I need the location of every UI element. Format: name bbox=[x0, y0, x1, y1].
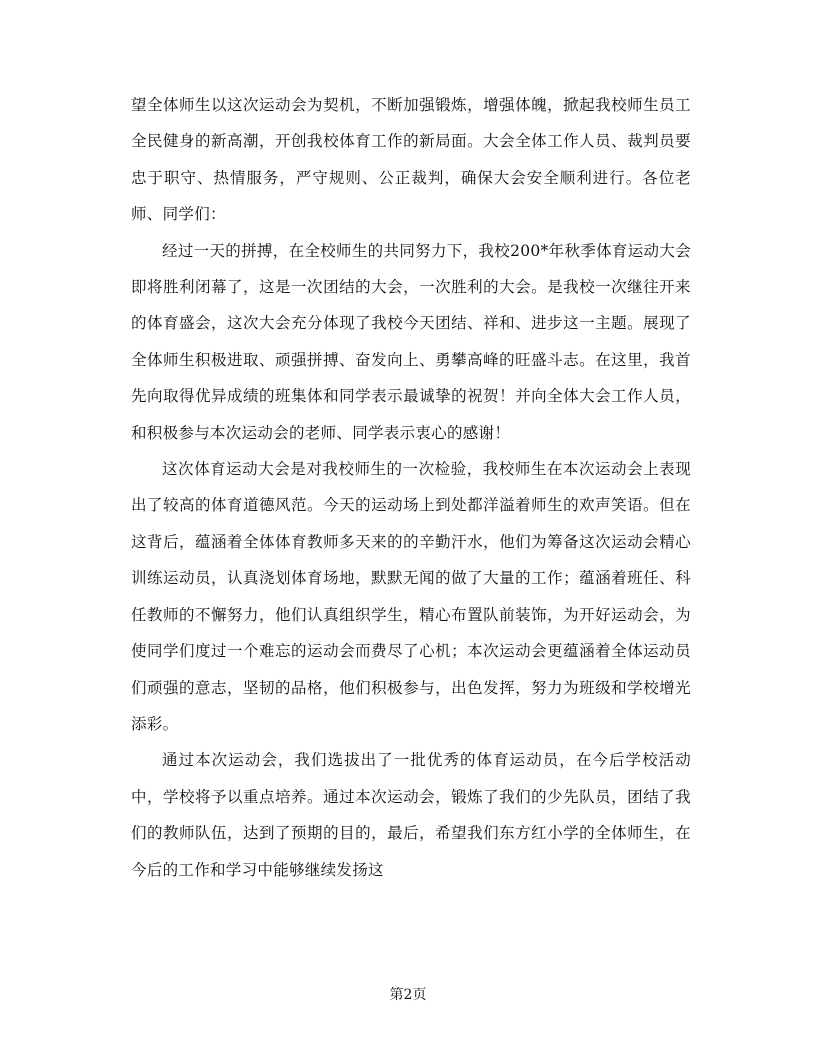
paragraph-2: 经过一天的拼搏，在全校师生的共同努力下，我校200*年秋季体育运动大会即将胜利闭幕了，这是一次团结的大会，一次胜利的大会。是我校一次继往开来的体育盛会，这次大会充分体现了我校今天团结、祥和、进步这一主题。展现了全体师生积极进取、顽强拼搏、奋发向上、勇攀高峰的旺盛斗志。在这里，我首先向取得优异成绩的班集体和同学表示最诚挚的祝贺！并向全体大会工作人员，和积极参与本次运动会的老师、同学表示衷心的感谢！ bbox=[131, 241, 691, 442]
paragraph-3: 这次体育运动大会是对我校师生的一次检验，我校师生在本次运动会上表现出了较高的体育道德风范。今天的运动场上到处都洋溢着师生的欢声笑语。但在这背后，蕴涵着全体体育教师多天来的的辛勤汗水，他们为筹备这次运动会精心训练运动员，认真浇划体育场地，默默无闻的做了大量的工作；蕴涵着班任、科任教师的不懈努力，他们认真组织学生，精心布置队前装饰，为开好运动会，为使同学们度过一个难忘的运动会而费尽了心机；本次运动会更蕴涵着全体运动员们顽强的意志，坚韧的品格，他们积极参与，出色发挥，努力为班级和学校增光添彩。 bbox=[131, 460, 691, 733]
paragraph-4: 通过本次运动会，我们选拔出了一批优秀的体育运动员，在今后学校活动中，学校将予以重点培养。通过本次运动会，锻炼了我们的少先队员，团结了我们的教师队伍，达到了预期的目的，最后，希望我们东方红小学的全体师生，在今后的工作和学习中能够继续发扬这 bbox=[131, 751, 691, 879]
document-body bbox=[131, 87, 691, 888]
page-number: 第2页 bbox=[389, 987, 427, 1003]
paragraph-1: 望全体师生以这次运动会为契机，不断加强锻炼，增强体魄，掀起我校师生员工全民健身的新高潮，开创我校体育工作的新局面。大会全体工作人员、裁判员要忠于职守、热情服务，严守规则、公正裁判，确保大会安全顺利进行。各位老师、同学们： bbox=[131, 96, 691, 224]
